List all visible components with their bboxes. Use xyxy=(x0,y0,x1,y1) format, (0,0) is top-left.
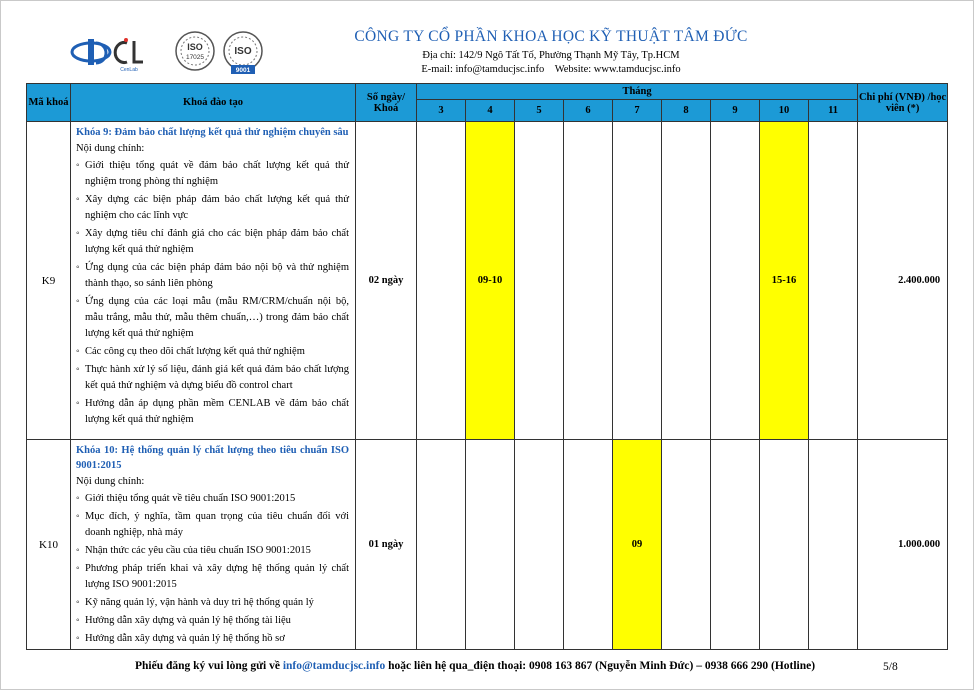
month-cell xyxy=(711,122,760,440)
month-header: 7 xyxy=(613,100,662,122)
svg-text:ISO: ISO xyxy=(187,42,203,52)
month-cell xyxy=(760,440,809,650)
company-contacts xyxy=(301,64,801,75)
footer-suffix: hoặc liên hệ qua_điện thoại: 0908 163 867 (Nguyễn Minh Đức) – 0938 666 290 (Hotline) xyxy=(385,660,816,672)
company-logos xyxy=(69,31,279,81)
company-name: CÔNG TY CỔ PHẦN KHOA HỌC KỸ THUẬT TÂM ĐỨC xyxy=(354,28,748,45)
month-cell xyxy=(417,440,466,650)
footer-prefix: Phiếu đăng ký vui lòng gửi về xyxy=(135,660,283,672)
list-item: ◦ Ứng dụng của các biện pháp đảm bảo nội bộ và thử nghiệm thành thạo, so sánh liên phòng xyxy=(76,260,349,292)
month-header: 4 xyxy=(466,100,515,122)
month-header: 3 xyxy=(417,100,466,122)
page-footer xyxy=(1,660,974,678)
month-cell xyxy=(613,122,662,440)
header-days: Số ngày/ Khoá xyxy=(356,84,417,122)
list-item: ◦ Thực hành xử lý số liệu, đánh giá kết quả đảm bảo chất lượng kết quả thử nghiệm và dựng biểu đồ control chart xyxy=(76,362,349,394)
month-cell xyxy=(809,440,858,650)
month-cell xyxy=(515,122,564,440)
header-fee: Chi phí (VNĐ) /học viên (*) xyxy=(858,84,948,122)
month-cell xyxy=(466,440,515,650)
iso-9001-seal xyxy=(224,32,262,74)
course-title: Khóa 10: Hệ thống quản lý chất lượng theo tiêu chuẩn ISO 9001:2015 xyxy=(76,445,349,471)
month-header: 10 xyxy=(760,100,809,122)
month-cell xyxy=(564,440,613,650)
svg-text:17025: 17025 xyxy=(185,54,205,61)
list-item: ◦ Các công cụ theo dõi chất lượng kết quả thử nghiệm xyxy=(76,344,349,360)
list-item: ◦ Hướng dẫn xây dựng và quản lý hệ thống hồ sơ xyxy=(76,631,349,647)
header-course: Khoá đào tạo xyxy=(71,84,356,122)
course-fee: 2.400.000 xyxy=(858,122,948,440)
month-cell xyxy=(711,440,760,650)
month-cell xyxy=(662,122,711,440)
header-month: Tháng xyxy=(417,84,858,100)
list-item: ◦ Hướng dẫn xây dựng và quản lý hệ thống tài liệu xyxy=(76,613,349,629)
list-item: ◦ Giới thiệu tổng quát về tiêu chuẩn ISO 9001:2015 xyxy=(76,491,349,507)
footer-email-link[interactable]: info@tamducjsc.info xyxy=(282,660,386,672)
svg-text:ISO: ISO xyxy=(234,46,252,57)
company-header xyxy=(301,28,801,75)
course-duration: 02 ngày xyxy=(356,122,417,440)
month-header: 5 xyxy=(515,100,564,122)
month-cell xyxy=(564,122,613,440)
course-description xyxy=(71,440,356,650)
company-email: E-mail: info@tamducjsc.info xyxy=(421,64,545,75)
header-code: Mã khoá xyxy=(27,84,71,122)
month-cell xyxy=(417,122,466,440)
month-cell: 15-16 xyxy=(760,122,809,440)
month-cell xyxy=(515,440,564,650)
month-cell xyxy=(662,440,711,650)
table-row-k9 xyxy=(27,122,948,440)
table-row-k10 xyxy=(27,440,948,650)
company-address: Địa chỉ: 142/9 Ngô Tất Tố, Phường Thạnh Mỹ Tây, Tp.HCM xyxy=(422,50,680,61)
list-item: ◦ Giới thiệu tổng quát về đảm bảo chất lượng kết quả thử nghiệm trong phòng thí nghiệm xyxy=(76,158,349,190)
month-header: 11 xyxy=(809,100,858,122)
month-cell: 09 xyxy=(613,440,662,650)
list-item: ◦ Xây dựng tiêu chí đánh giá cho các biện pháp đảm bảo chất lượng kết quả thử nghiệm xyxy=(76,226,349,258)
course-title: Khóa 9: Đảm bảo chất lượng kết quả thử nghiệm chuyên sâu xyxy=(76,127,349,138)
course-topics xyxy=(76,158,349,428)
page-number: 5/8 xyxy=(883,661,898,673)
month-header: 8 xyxy=(662,100,711,122)
month-header: 6 xyxy=(564,100,613,122)
month-cell xyxy=(809,122,858,440)
list-item: ◦ Hướng dẫn áp dụng phần mềm CENLAB về đảm bảo chất lượng kết quả thử nghiệm xyxy=(76,396,349,428)
month-header: 9 xyxy=(711,100,760,122)
list-item: ◦ Phương pháp triển khai và xây dựng hệ thống quản lý chất lượng ISO 9001:2015 xyxy=(76,561,349,593)
course-intro: Nội dung chính: xyxy=(76,143,145,154)
footer-contact xyxy=(135,660,815,672)
month-cell: 09-10 xyxy=(466,122,515,440)
course-duration: 01 ngày xyxy=(356,440,417,650)
list-item: ◦ Mục đích, ý nghĩa, tầm quan trọng của tiêu chuẩn đối với doanh nghiệp, nhà máy xyxy=(76,509,349,541)
list-item: ◦ Xây dựng các biện pháp đảm bảo chất lượng kết quả thử nghiệm cho các lĩnh vực xyxy=(76,192,349,224)
course-topics xyxy=(76,491,349,647)
company-website: Website: www.tamducjsc.info xyxy=(554,64,681,75)
list-item: ◦ Kỹ năng quản lý, vận hành và duy trì hệ thống quản lý xyxy=(76,595,349,611)
cenlab-logo xyxy=(72,38,143,73)
cenlab-logo-text: CenLab xyxy=(120,67,138,73)
svg-text:9001: 9001 xyxy=(235,67,251,74)
course-description xyxy=(71,122,356,440)
list-item: ◦ Nhận thức các yêu cầu của tiêu chuẩn ISO 9001:2015 xyxy=(76,543,349,559)
iso-17025-seal xyxy=(176,32,214,70)
list-item: ◦ Ứng dụng của các loại mẫu (mẫu RM/CRM/chuẩn nội bộ, mẫu trắng, mẫu thử, mẫu thêm chuẩn,…) trong đảm bảo chất lượng kết quả thử nghiệm xyxy=(76,294,349,342)
course-code: K9 xyxy=(27,122,71,440)
course-fee: 1.000.000 xyxy=(858,440,948,650)
course-code: K10 xyxy=(27,440,71,650)
course-schedule-table xyxy=(26,83,948,650)
course-intro: Nội dung chính: xyxy=(76,476,145,487)
